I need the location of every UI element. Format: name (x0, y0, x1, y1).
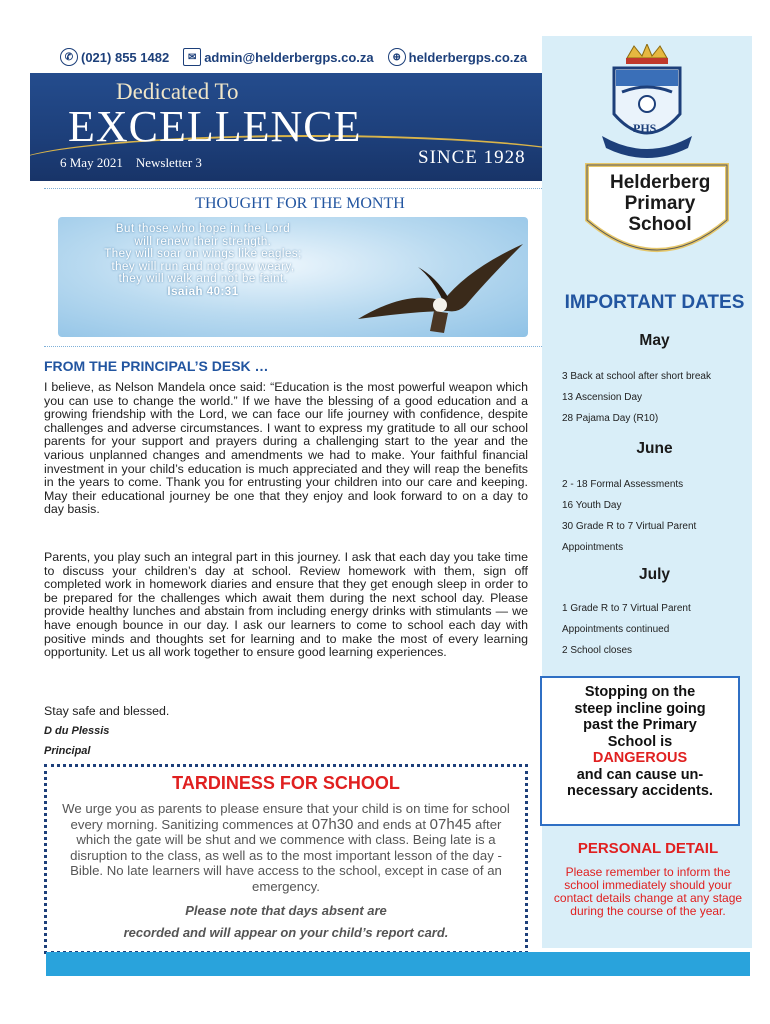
date-item: 13 Ascension Day (562, 392, 643, 403)
warning-line: necessary accidents. (567, 783, 713, 799)
date-item: 16 Youth Day (562, 500, 622, 511)
verse-line: they will walk and not be faint. (118, 273, 288, 285)
eagle-icon (348, 239, 528, 337)
school-name (610, 172, 710, 235)
tardiness-text: and ends at (353, 816, 430, 832)
verse-line: they will run and not grow weary, (111, 260, 295, 273)
school-name-line1: Helderberg (610, 172, 711, 193)
tardiness-text: after which the gate will be shut and we commence with class. Being late is a disruption to the class, as well as to the most important lesson of the day - Bible. No late learners will have access to the school, except in case of an emergency. (70, 816, 502, 894)
warning-line: School is (607, 733, 673, 750)
gate-close-time: 07h45 (429, 815, 472, 833)
date-item: 3 Back at school after short break (562, 371, 711, 382)
verse-line: But those who hope in the Lord (115, 223, 291, 235)
footer-bar (46, 952, 750, 976)
divider-top (44, 188, 542, 189)
header-banner (30, 73, 542, 181)
warning-line: Stopping on the (584, 684, 696, 700)
personal-detail-text: Please remember to inform the school immediately should your contact details change at any stage during the course of the year. (553, 865, 743, 918)
contact-bar (60, 44, 533, 70)
issue-dateline (60, 155, 202, 171)
principal-paragraph-2: Parents, you play such an integral part in this journey. I ask that each day you take time to discuss your children’s day at school. Review homework with them, sign off completed work in homework diaries and ensure that they get enough sleep in order to be prepared for the challenges which await them during the next school day. Please provide healthy lunches and abstain from including energy drinks with stimulants — we have enough bounce in our day. I ask our learners to come to school each day with positive minds and thoughts set for learning and to make the most of every learning opportunity. Let us all work together to ensure good learning experiences. (44, 550, 528, 660)
phone-number: (021) 855 1482 (81, 49, 170, 65)
verse-line: will renew their strength. (134, 235, 272, 248)
date-item: Appointments (562, 542, 624, 553)
website-contact[interactable] (388, 48, 527, 66)
school-name-line2: Primary (624, 193, 696, 214)
phone-icon: ✆ (60, 48, 78, 66)
globe-icon: ⊕ (388, 48, 406, 66)
principal-paragraph-1: I believe, as Nelson Mandela once said: “Education is the most powerful weapon which you can use to change the world.” If we have the blessing of a good education and a growing friendship with the Lord, we can face our life journey with confidence, despite challenges and adverse circumstances. I want to express my gratitude to all our school parents for your support and prayers during a challenging start to the year and the various unplanned changes and amendments we had to make. Your faithful financial investment in your child’s education is much appreciated and they will reap the benefits in the years to come. Thank you for entrusting your children into our care and keeping. May their educational journey be one that they enjoy and look forward to on a day to day basis. (44, 380, 528, 517)
date-item: 1 Grade R to 7 Virtual Parent (562, 603, 691, 614)
verse-reference: Isaiah 40:31 (167, 285, 239, 298)
warning-line: and can cause un- (576, 766, 704, 783)
divider-middle (44, 346, 542, 347)
principal-title: Principal (44, 745, 91, 757)
school-crest-logo (592, 44, 702, 164)
banner-since: SINCE 1928 (418, 147, 526, 168)
absence-note-line1: Please note that days absent are (185, 903, 387, 918)
date-item: 30 Grade R to 7 Virtual Parent (562, 521, 697, 532)
date-item: 2 School closes (562, 645, 633, 656)
absence-note-line2: recorded and will appear on your child’s report card. (123, 925, 449, 940)
principal-closing: Stay safe and blessed. (44, 704, 170, 718)
school-name-line3: School (628, 214, 692, 235)
thought-title: THOUGHT FOR THE MONTH (195, 195, 405, 212)
thought-image (58, 217, 528, 337)
email-icon: ✉ (183, 48, 201, 66)
warning-line: steep incline going (574, 700, 706, 717)
email-address: admin@helderbergps.co.za (204, 49, 374, 65)
tardiness-text: We urge you as parents to please ensure that your child is on time for school every morning. Sanitizing commences at (62, 801, 510, 832)
bible-verse (68, 223, 338, 298)
safety-warning-box (540, 676, 740, 826)
month-may: May (639, 332, 670, 349)
personal-detail-title: PERSONAL DETAIL (577, 840, 719, 857)
phone-contact[interactable] (60, 48, 169, 66)
website-url: helderbergps.co.za (408, 49, 528, 65)
date-item: 2 - 18 Formal Assessments (562, 479, 684, 490)
date-item: 28 Pajama Day (R10) (562, 413, 659, 424)
banner-excellence: EXCELLENCE (68, 102, 362, 151)
tardiness-title: TARDINESS FOR SCHOOL (172, 773, 400, 793)
warning-dangerous: DANGEROUS (592, 750, 688, 766)
date-item: Appointments continued (562, 624, 670, 635)
sanitizing-time: 07h30 (311, 815, 354, 833)
principal-name: D du Plessis (44, 725, 110, 737)
svg-text:PHS: PHS (633, 121, 657, 135)
warning-line: past the Primary (583, 717, 697, 733)
july-dates-list (562, 598, 747, 661)
newsletter-number: Newsletter 3 (135, 155, 202, 170)
verse-line: They will soar on wings like eagles; (104, 248, 302, 260)
issue-date: 6 May 2021 (60, 155, 123, 170)
absence-note (47, 900, 525, 944)
may-dates-list (562, 366, 747, 429)
month-june: June (636, 440, 673, 457)
month-july: July (638, 566, 670, 583)
principal-heading: FROM THE PRINCIPAL’S DESK … (44, 358, 269, 374)
tardiness-body (55, 801, 517, 894)
june-dates-list (562, 474, 747, 558)
important-dates-title: IMPORTANT DATES (564, 292, 745, 313)
email-contact[interactable] (183, 48, 373, 66)
tardiness-box (44, 764, 528, 954)
banner-dedicated: Dedicated To (116, 79, 239, 104)
